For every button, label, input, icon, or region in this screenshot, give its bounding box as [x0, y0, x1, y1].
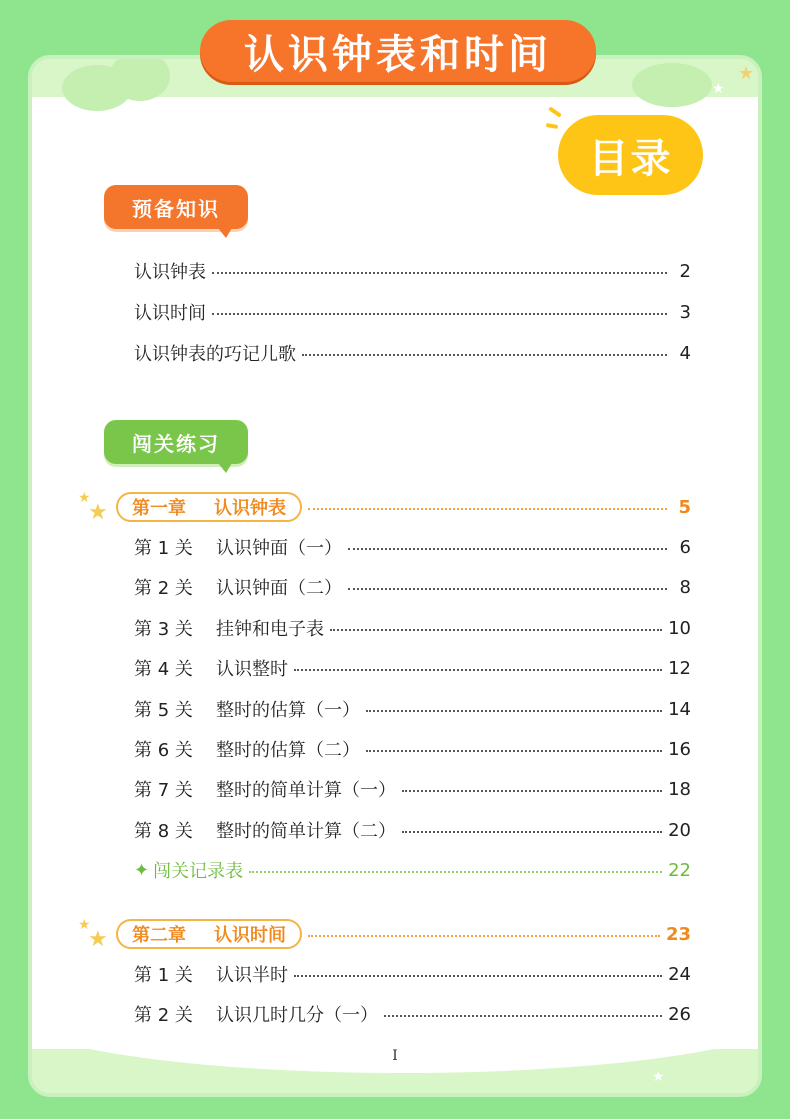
sparkle-icon: ✦: [134, 859, 150, 881]
star-icon: ★: [652, 1069, 665, 1085]
entry-title: 挂钟和电子表: [216, 619, 324, 640]
entry-title: 闯关记录表: [153, 861, 244, 882]
chapter-number: 第二章: [132, 925, 186, 946]
entry-title: 认识钟面（二）: [216, 578, 342, 599]
level-number: 第 2 关: [134, 578, 193, 599]
section-label: 闯关练习: [132, 431, 220, 456]
entry-title: 认识钟表: [134, 262, 206, 283]
entry-page: 24: [668, 963, 691, 985]
toc-entry[interactable]: [134, 533, 691, 561]
level-number: 第 6 关: [134, 740, 193, 761]
dot-leader: [294, 975, 662, 977]
level-number: 第 3 关: [134, 619, 193, 640]
section-tag-preparation: [104, 185, 248, 229]
level-number: 第 1 关: [134, 538, 193, 559]
chapter-entry[interactable]: [116, 493, 691, 521]
entry-page: 6: [679, 536, 691, 558]
entry-title: 整时的估算（二）: [216, 740, 360, 761]
entry-title: 认识钟面（一）: [216, 538, 342, 559]
dot-leader: [308, 508, 667, 510]
entry-page: 3: [679, 301, 691, 323]
level-number: 第 5 关: [134, 700, 193, 721]
entry-page: 18: [668, 778, 691, 800]
dot-leader: [212, 313, 667, 315]
level-number: 第 1 关: [134, 965, 193, 986]
entry-title: 认识几时几分（一）: [216, 1005, 378, 1026]
entry-title: 整时的估算（一）: [216, 700, 360, 721]
dot-leader: [366, 710, 662, 712]
toc-entry[interactable]: [134, 257, 691, 285]
entry-title: 认识时间: [134, 303, 206, 324]
entry-page: 4: [679, 342, 691, 364]
entry-page: 14: [668, 698, 691, 720]
entry-title: 认识钟表的巧记儿歌: [134, 344, 296, 365]
toc-entry[interactable]: [134, 695, 691, 723]
dot-leader: [366, 750, 662, 752]
toc-entry[interactable]: [134, 614, 691, 642]
chapter-title: 认识时间: [214, 925, 286, 946]
entry-title: 整时的简单计算（二）: [216, 821, 396, 842]
chapter-number: 第一章: [132, 498, 186, 519]
chapter-title: 认识钟表: [214, 498, 286, 519]
chapter-pill: [116, 492, 302, 522]
toc-entry[interactable]: [134, 735, 691, 763]
entry-page: 5: [678, 496, 691, 518]
book-title: 认识钟表和时间: [200, 20, 596, 82]
toc-entry[interactable]: [134, 1000, 691, 1028]
toc-entry[interactable]: [134, 573, 691, 601]
entry-page: 10: [668, 617, 691, 639]
level-number: 第 4 关: [134, 659, 193, 680]
toc-entry[interactable]: [134, 816, 691, 844]
dot-leader: [294, 669, 662, 671]
star-icon: ★: [78, 490, 91, 506]
star-icon: ★: [78, 917, 91, 933]
entry-page: 22: [668, 859, 691, 881]
dot-leader: [384, 1015, 662, 1017]
dot-leader: [330, 629, 662, 631]
entry-page: 23: [665, 923, 691, 945]
dot-leader: [249, 871, 662, 873]
toc-entry[interactable]: [134, 775, 691, 803]
level-number: 第 8 关: [134, 821, 193, 842]
entry-page: 2: [679, 260, 691, 282]
page-number: I: [392, 1048, 398, 1064]
star-icon: ★: [88, 500, 108, 525]
entry-page: 26: [668, 1003, 691, 1025]
entry-title: 认识整时: [216, 659, 288, 680]
star-icon: ★: [738, 63, 755, 84]
dot-leader: [212, 272, 667, 274]
chapter-entry[interactable]: [116, 920, 691, 948]
entry-page: 8: [679, 576, 691, 598]
toc-heading: 目录: [558, 115, 703, 195]
dot-leader: [302, 354, 667, 356]
section-tag-practice: [104, 420, 248, 464]
entry-page: 20: [668, 819, 691, 841]
tag-tail: [218, 228, 232, 238]
toc-entry[interactable]: [134, 298, 691, 326]
toc-entry[interactable]: [134, 960, 691, 988]
dot-leader: [348, 548, 667, 550]
chapter-pill: [116, 919, 302, 949]
dot-leader: [402, 790, 662, 792]
dot-leader: [348, 588, 667, 590]
dot-leader: [308, 935, 660, 937]
star-icon: ★: [712, 81, 725, 97]
level-number: 第 2 关: [134, 1005, 193, 1026]
entry-page: 12: [668, 657, 691, 679]
cloud-decoration: [632, 63, 712, 107]
section-label: 预备知识: [132, 196, 220, 221]
tag-tail: [218, 463, 232, 473]
toc-entry[interactable]: [134, 339, 691, 367]
entry-title: 认识半时: [216, 965, 288, 986]
record-entry[interactable]: [134, 856, 691, 884]
level-number: 第 7 关: [134, 780, 193, 801]
star-icon: ★: [88, 927, 108, 952]
dot-leader: [402, 831, 662, 833]
toc-entry[interactable]: [134, 654, 691, 682]
entry-title: 整时的简单计算（一）: [216, 780, 396, 801]
entry-page: 16: [668, 738, 691, 760]
